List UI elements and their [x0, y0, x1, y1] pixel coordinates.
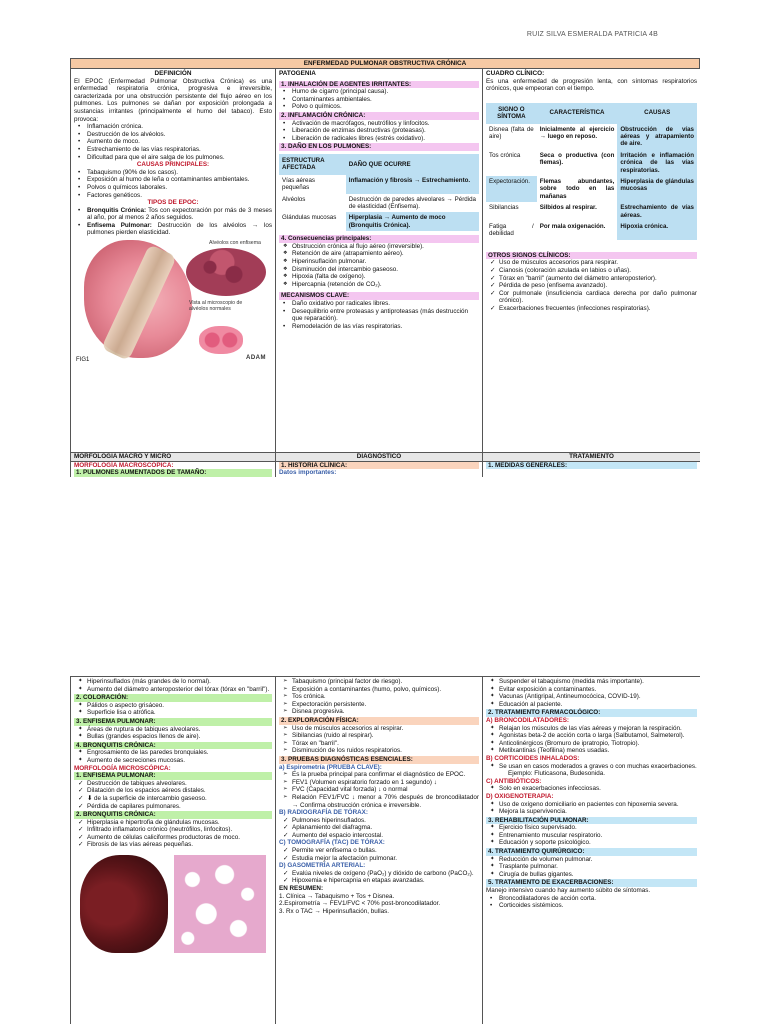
type-desc: Tos con expectoración por más de 3 meses al año, por al menos 2 años seguidos. — [87, 206, 272, 222]
table-cell: Silbidos al respirar. — [539, 204, 597, 212]
table-cell: Glándulas mucosas — [282, 214, 337, 222]
list-item: ✓ Cianosis (coloración azulada en labios o uñas). — [497, 267, 697, 275]
summary-line: 3. Rx o TAC → Hiperinsuflación, bullas. — [279, 907, 390, 915]
pathogenesis-column — [276, 69, 483, 453]
important-data-label: Datos importantes: — [279, 469, 337, 477]
section-heading: 3. DAÑO EN LOS PULMONES: — [279, 143, 479, 151]
ct-list — [279, 847, 479, 862]
list-item: • Inflamación crónica. — [85, 123, 272, 131]
list-item: • Contaminantes ambientales. — [290, 96, 479, 104]
list-item: ➢ Sibilancias (ruido al respirar). — [290, 732, 479, 740]
subsection-heading: D) OXIGENOTERAPIA: — [486, 792, 554, 800]
list-item: ✓ Estudia mejor la afectación pulmonar. — [290, 855, 479, 863]
summary-line: 2.Espirometría → FEV1/FVC < 70% post-broncodilatador. — [279, 900, 441, 908]
irritants-list — [279, 88, 479, 111]
list-item: ✦ Solo en exacerbaciones infecciosas. — [497, 785, 697, 793]
list-item: ✦ Mejora la supervivencia. — [497, 808, 697, 816]
list-item: • Liberación de radicales libres (estrés oxidativo). — [290, 135, 479, 143]
list-item: • Exposición al humo de leña o contaminantes ambientales. — [85, 176, 272, 184]
lung-macro-photo — [80, 855, 168, 953]
general-measures-list — [486, 678, 697, 708]
emphysema-list — [74, 726, 272, 741]
list-item: • Desequilibrio entre proteasas y antiproteasas (más destrucción que reparación). — [290, 308, 479, 323]
list-item: ❖ Hipoxia (falta de oxígeno). — [290, 273, 479, 281]
mechanisms-list — [279, 300, 479, 330]
list-item: • Polvos o químicos laborales. — [85, 184, 272, 192]
list-item: • Polvo o químicos. — [290, 103, 479, 111]
definition-column — [71, 69, 276, 453]
definition-heading: DEFINICIÓN — [154, 70, 192, 77]
bottom-headings — [70, 453, 700, 462]
list-item: ➢ FVC (Capacidad vital forzada) ↓ o normal — [290, 786, 479, 794]
list-item: ❖ Hiperinsuflación pulmonar. — [290, 258, 479, 266]
list-item: ✦ Ejercicio físico supervisado. — [497, 824, 697, 832]
exacerbation-intro: Manejo intensivo cuando hay aumento súbito de síntomas. — [486, 887, 651, 895]
surgery-list — [486, 856, 697, 879]
clinical-column — [483, 69, 700, 453]
list-item: • Broncodilatadores de acción corta. — [497, 895, 697, 903]
micro-emphysema-list — [74, 780, 272, 810]
emphysema-alveoli-drawing — [186, 248, 266, 296]
type-name: Enfisema Pulmonar: — [87, 221, 152, 229]
exacerbation-list — [486, 895, 697, 910]
table-cell: Tos crónica — [489, 151, 521, 159]
list-item: ✓ Infiltrado inflamatorio crónico (neutrófilos, linfocitos). — [85, 826, 272, 834]
list-item: ✓ Aumento del espacio intercostal. — [290, 832, 479, 840]
rehab-list — [486, 824, 697, 847]
list-item: • Aumento de moco. — [85, 138, 272, 146]
section-heading: MECANISMOS CLAVE: — [279, 292, 479, 300]
list-item: ✓ Pérdida de peso (enfisema avanzado). — [497, 282, 697, 290]
exam-list — [279, 725, 479, 755]
type-desc: Destrucción de los alvéolos → los pulmones pierden elasticidad. — [87, 221, 273, 237]
list-item — [85, 207, 272, 222]
causes-list — [74, 169, 272, 199]
top-columns — [70, 69, 700, 453]
morphology-heading: MORFOLOGIA MACRO Y MICRO — [71, 453, 276, 462]
subsection-heading: C) ANTIBIÓTICOS: — [486, 777, 542, 785]
pathogenesis-heading: PATOGENIA — [279, 70, 316, 77]
types-heading: TIPOS DE EPOC: — [147, 199, 199, 207]
list-item: ✓ Pulmones hiperinsuflados. — [290, 817, 479, 825]
table-row — [279, 175, 479, 194]
table-cell: Flemas abundantes, sobre todo en las mañanas — [539, 178, 615, 200]
list-item: ✓ Tórax en "barril" (aumento del diámetro anteroposterior). — [497, 275, 697, 283]
diagnosis-heading: DIAGNÓSTICO — [276, 453, 483, 462]
summary-line: 1. Clínica → Tabaquismo + Tos + Disnea. — [279, 892, 395, 900]
list-item: • Daño oxidativo por radicales libres. — [290, 300, 479, 308]
bottom-columns — [70, 676, 700, 1024]
table-cell: Hipoxia crónica. — [617, 221, 697, 240]
type-name: Bronquitis Crónica: — [87, 206, 147, 214]
diagnosis-column — [276, 676, 483, 1024]
list-item: ➢ Tabaquismo (principal factor de riesgo). — [290, 678, 479, 686]
table-header: CARACTERÍSTICA — [537, 103, 618, 124]
list-item: ✦ Reducción de volumen pulmonar. — [497, 856, 697, 864]
table-cell: Irritación e inflamación crónica de las vías respiratorias. — [617, 150, 697, 176]
document-title: ENFERMEDAD PULMONAR OBSTRUCTIVA CRÓNICA — [70, 58, 700, 69]
antibiotics-list — [486, 785, 697, 793]
table-row — [486, 176, 697, 202]
list-item: ✓ Cor pulmonale (insuficiencia cardiaca derecha por daño pulmonar crónico). — [497, 290, 697, 305]
table-cell: Hiperplasia → Aumento de moco (Bronquitis Crónica). — [346, 212, 479, 231]
micro-bronchitis-list — [74, 819, 272, 849]
list-item: • Destrucción de los alvéolos. — [85, 131, 272, 139]
effects-list — [74, 123, 272, 161]
section-heading: 3. REHABILITACIÓN PULMONAR: — [486, 817, 697, 825]
table-cell: Vías aéreas pequeñas — [282, 176, 316, 192]
section-heading: 2. EXPLORACIÓN FÍSICA: — [279, 717, 479, 725]
list-item: ✓ Destrucción de tabiques alveolares. — [85, 780, 272, 788]
corticoids-list — [486, 763, 697, 771]
gasometry-list — [279, 870, 479, 885]
list-item: • Activación de macrófagos, neutrófilos y linfocitos. — [290, 120, 479, 128]
figure-label-normal: Vista al microscopio de alvéolos normales — [189, 300, 243, 313]
list-item: ✓ Uso de músculos accesorios para respirar. — [497, 259, 697, 267]
subsection-heading: a) Espirometría (PRUEBA CLAVE): — [279, 763, 382, 771]
oxygen-list — [486, 801, 697, 816]
section-heading: 2. TRATAMIENTO FARMACOLÓGICO: — [486, 709, 697, 717]
table-header: CAUSAS — [617, 103, 697, 124]
list-item: ✦ Cirugía de bullas gigantes. — [497, 871, 697, 879]
subsection-heading: A) BRONCODILATADORES: — [486, 716, 570, 724]
table-cell: Obstrucción de vías aéreas y atrapamiento de aire. — [617, 124, 697, 150]
list-item: • Factores genéticos. — [85, 192, 272, 200]
list-item: ➢ Exposición a contaminantes (humo, polvo, químicos). — [290, 686, 479, 694]
list-item: • Corticoides sistémicos. — [497, 902, 697, 910]
list-item: ✓ Pérdida de capilares pulmonares. — [85, 803, 272, 811]
list-item: ✦ Pálidos o aspecto grisáceo. — [85, 702, 272, 710]
summary-heading: EN RESUMEN: — [279, 885, 324, 893]
section-heading: 4. Consecuencias principales: — [279, 235, 479, 243]
list-item — [85, 222, 272, 237]
list-item: • Estrechamiento de las vías respiratorias. — [85, 146, 272, 154]
table-header-row — [279, 154, 479, 175]
list-item: ✦ Aumento de secreciones mucosas. — [85, 757, 272, 765]
list-item: ✓ Permite ver enfisema o bullas. — [290, 847, 479, 855]
morphology-column — [71, 676, 276, 1024]
xray-list — [279, 817, 479, 840]
list-item: • Dificultad para que el aire salga de los pulmones. — [85, 154, 272, 162]
table-cell: Fatiga / debilidad — [489, 223, 534, 238]
corticoids-example: Ejemplo: Fluticasona, Budesonida. — [508, 770, 605, 778]
list-item: ✓ Hipoxemia e hipercapnia en etapas avanzadas. — [290, 877, 479, 885]
bottom-first-row — [70, 462, 700, 477]
list-item: • Remodelación de las vías respiratorias. — [290, 323, 479, 331]
list-item: ❖ Hipercapnia (retención de CO₂). — [290, 281, 479, 289]
symptoms-table — [486, 103, 697, 240]
table-row — [279, 212, 479, 231]
list-item: ✦ Engrosamiento de las paredes bronquiales. — [85, 749, 272, 757]
list-item: ❖ Disminución del intercambio gaseoso. — [290, 266, 479, 274]
list-item: ✦ Educación al paciente. — [497, 701, 697, 709]
list-item: ✦ Entrenamiento muscular respiratorio. — [497, 832, 697, 840]
list-item: ✦ Áreas de ruptura de tabiques alveolares. — [85, 726, 272, 734]
list-item: ✓ Evalúa niveles de oxígeno (PaO₂) y dióxido de carbono (PaCO₂). — [290, 870, 479, 878]
list-item: ✦ Se usan en casos moderados a graves o con muchas exacerbaciones. — [497, 763, 697, 771]
diagnosis-start — [276, 462, 483, 477]
section-heading: 1. HISTORIA CLÍNICA: — [279, 462, 479, 470]
table-cell: Inicialmente al ejercicio → luego en reposo. — [539, 125, 615, 140]
treatment-heading: TRATAMIENTO — [483, 453, 700, 462]
morphology-micro-heading: MORFOLOGÍA MICROSCÓPICA: — [74, 764, 171, 772]
table-header: ESTRUCTURA AFECTADA — [279, 154, 346, 175]
page-section-top — [70, 58, 700, 483]
clinical-heading: CUADRO CLÍNICO: — [486, 70, 545, 77]
list-item: ➢ Tos crónica. — [290, 693, 479, 701]
list-item: ✦ Anticolinérgicos (Bromuro de ipratropio, Tiotropio). — [497, 740, 697, 748]
section-heading: 1. MEDIDAS GENERALES: — [486, 462, 697, 470]
list-item: • Humo de cigarro (principal causa). — [290, 88, 479, 96]
list-item: ➢ Es la prueba principal para confirmar el diagnóstico de EPOC. — [290, 771, 479, 779]
table-cell: Por mala oxigenación. — [539, 223, 606, 231]
history-list — [279, 678, 479, 716]
list-item: ➢ Tórax en "barril". — [290, 740, 479, 748]
types-list — [74, 207, 272, 237]
table-header-row — [486, 103, 697, 124]
subsection-heading: B) RADIOGRAFÍA DE TÓRAX: — [279, 809, 368, 817]
table-row — [279, 194, 479, 213]
adam-logo: ADAM — [246, 355, 266, 362]
author-name: RUIZ SILVA ESMERALDA PATRICIA 4B — [526, 31, 658, 38]
section-heading: OTROS SIGNOS CLÍNICOS: — [486, 252, 697, 260]
section-heading: 3. PRUEBAS DIAGNÓSTICAS ESENCIALES: — [279, 756, 479, 764]
list-item: ✦ Evitar exposición a contaminantes. — [497, 686, 697, 694]
list-item: • Liberación de enzimas destructivas (proteasas). — [290, 127, 479, 135]
list-item: ✦ Aumento del diámetro anteroposterior del tórax (tórax en "barril"). — [85, 686, 272, 694]
list-item: ➢ FEV1 (Volumen espiratorio forzado en 1 segundo) ↓ — [290, 779, 479, 787]
figure-caption: FIG1 — [76, 357, 90, 364]
section-heading: 3. ENFISEMA PULMONAR: — [74, 718, 272, 726]
list-item: ✓ ⬇ de la superficie de intercambio gaseoso. — [85, 795, 272, 803]
morphology-start — [71, 462, 276, 477]
section-heading: 2. BRONQUITIS CRÓNICA: — [74, 811, 272, 819]
other-signs-list — [486, 259, 697, 312]
bronchitis-list — [74, 749, 272, 764]
table-cell: Sibilancias — [489, 204, 519, 212]
causes-heading: CAUSAS PRINCIPALES: — [136, 161, 210, 169]
table-row — [486, 150, 697, 176]
spirometry-list — [279, 771, 479, 809]
list-item: ✦ Suspender el tabaquismo (medida más importante). — [497, 678, 697, 686]
list-item: ✦ Metilxantinas (Teofilina) menos usadas. — [497, 747, 697, 755]
subsection-heading: B) CORTICOIDES INHALADOS: — [486, 754, 580, 762]
section-heading: 4. BRONQUITIS CRÓNICA: — [74, 742, 272, 750]
treatment-column — [483, 676, 700, 1024]
section-heading: 2. INFLAMACIÓN CRÓNICA: — [279, 112, 479, 120]
morphology-macro-heading: MORFOLOGÍA MACROSCÓPICA: — [74, 461, 174, 469]
list-item: ✦ Vacunas (Antigripal, Antineumocócica, COVID-19). — [497, 693, 697, 701]
section-heading: 1. PULMONES AUMENTADOS DE TAMAÑO: — [74, 469, 272, 477]
list-item: • Tabaquismo (90% de los casos). — [85, 169, 272, 177]
normal-alveoli-drawing — [199, 326, 243, 354]
list-item: ✓ Hiperplasia e hipertrofia de glándulas mucosas. — [85, 819, 272, 827]
list-item: ➢ Disminución de los ruidos respiratorios. — [290, 747, 479, 755]
list-item: ✦ Uso de oxígeno domiciliario en pacientes con hipoxemia severa. — [497, 801, 697, 809]
list-item: ❖ Retención de aire (atrapamiento aéreo). — [290, 250, 479, 258]
clinical-intro: Es una enfermedad de progresión lenta, con síntomas respiratorios crónicos, que empeoran con el tiempo. — [486, 77, 697, 93]
list-item: ✦ Bullas (grandes espacios llenos de aire). — [85, 733, 272, 741]
table-cell: Seca o productiva (con flemas). — [539, 151, 615, 167]
list-item: ✓ Dilatación de los espacios aéreos distales. — [85, 787, 272, 795]
list-item: ✦ Relajan los músculos de las vías aéreas y mejoran la respiración. — [497, 725, 697, 733]
consequences-list — [279, 243, 479, 289]
enlarged-list — [74, 678, 272, 693]
color-list — [74, 702, 272, 717]
treatment-start — [483, 462, 700, 477]
section-heading: 2. COLORACIÓN: — [74, 694, 272, 702]
section-heading: 1. ENFISEMA PULMONAR: — [74, 772, 272, 780]
table-row — [486, 124, 697, 150]
list-item: ✓ Aplanamiento del diafragma. — [290, 824, 479, 832]
section-heading: 1. INHALACIÓN DE AGENTES IRRITANTES: — [279, 81, 479, 89]
list-item: ➢ Expectoración persistente. — [290, 701, 479, 709]
list-item: ✦ Superficie lisa o atrófica. — [85, 709, 272, 717]
list-item: ➢ Relación FEV1/FVC ↓ menor a 70% después de broncodilatador → Confirma obstrucción crónica e irreversible. — [290, 794, 479, 809]
list-item: ✓ Aumento de células caliciformes productoras de moco. — [85, 834, 272, 842]
definition-text: El EPOC (Enfermedad Pulmonar Obstructiva Crónica) es una enfermedad respiratoria crónica, progresiva e irreversible, caracterizada por una obstrucción persistente del flujo aéreo en los pulmones. Los pulmones se dañan por exposición prolongada a sustancias irritantes (principalmente el humo del tabaco). Esto provoca: — [74, 77, 272, 123]
table-cell: Disnea (falta de aire) — [489, 125, 534, 140]
section-heading: 4. TRATAMIENTO QUIRÚRGICO: — [486, 848, 697, 856]
table-cell: Hiperplasia de glándulas mucosas — [617, 176, 697, 202]
list-item: ✓ Fibrosis de las vías aéreas pequeñas. — [85, 841, 272, 849]
list-item: ✓ Exacerbaciones frecuentes (infecciones respiratorias). — [497, 305, 697, 313]
list-item: ✦ Educación y soporte psicológico. — [497, 839, 697, 847]
page-section-bottom — [70, 676, 700, 1024]
table-cell: Inflamación y fibrosis → Estrechamiento. — [346, 175, 479, 194]
lung-micro-photo — [174, 855, 266, 953]
damage-table — [279, 154, 479, 231]
list-item: ✦ Agonistas beta-2 de acción corta o larga (Salbutamol, Salmeterol). — [497, 732, 697, 740]
table-row — [486, 221, 697, 240]
subsection-heading: D) GASOMETRÍA ARTERIAL: — [279, 862, 366, 870]
inflammation-list — [279, 120, 479, 143]
list-item: ✦ Hiperinsuflados (más grandes de lo normal). — [85, 678, 272, 686]
table-cell: Expectoración. — [486, 176, 537, 202]
list-item: ➢ Uso de músculos accesorios al respirar. — [290, 725, 479, 733]
table-cell: Destrucción de paredes alveolares → Pérdida de elasticidad (Enfisema). — [348, 195, 476, 210]
section-heading: 5. TRATAMIENTO DE EXACERBACIONES: — [486, 879, 697, 887]
bronchodilators-list — [486, 725, 697, 755]
list-item: ✦ Trasplante pulmonar. — [497, 863, 697, 871]
figure-label-emphysema: Alvéolos con enfisema — [209, 240, 261, 247]
table-row — [486, 202, 697, 221]
lung-illustration — [74, 240, 272, 365]
table-header: SIGNO O SÍNTOMA — [486, 103, 537, 124]
table-header: DAÑO QUE OCURRE — [346, 154, 479, 175]
table-cell: Estrechamiento de vías aéreas. — [617, 202, 697, 221]
table-cell: Alvéolos — [282, 195, 306, 203]
subsection-heading: C) TOMOGRAFÍA (TAC) DE TÓRAX: — [279, 839, 385, 847]
list-item: ❖ Obstrucción crónica al flujo aéreo (irreversible). — [290, 243, 479, 251]
lung-photographs — [74, 853, 272, 953]
list-item: ➢ Disnea progresiva. — [290, 708, 479, 716]
